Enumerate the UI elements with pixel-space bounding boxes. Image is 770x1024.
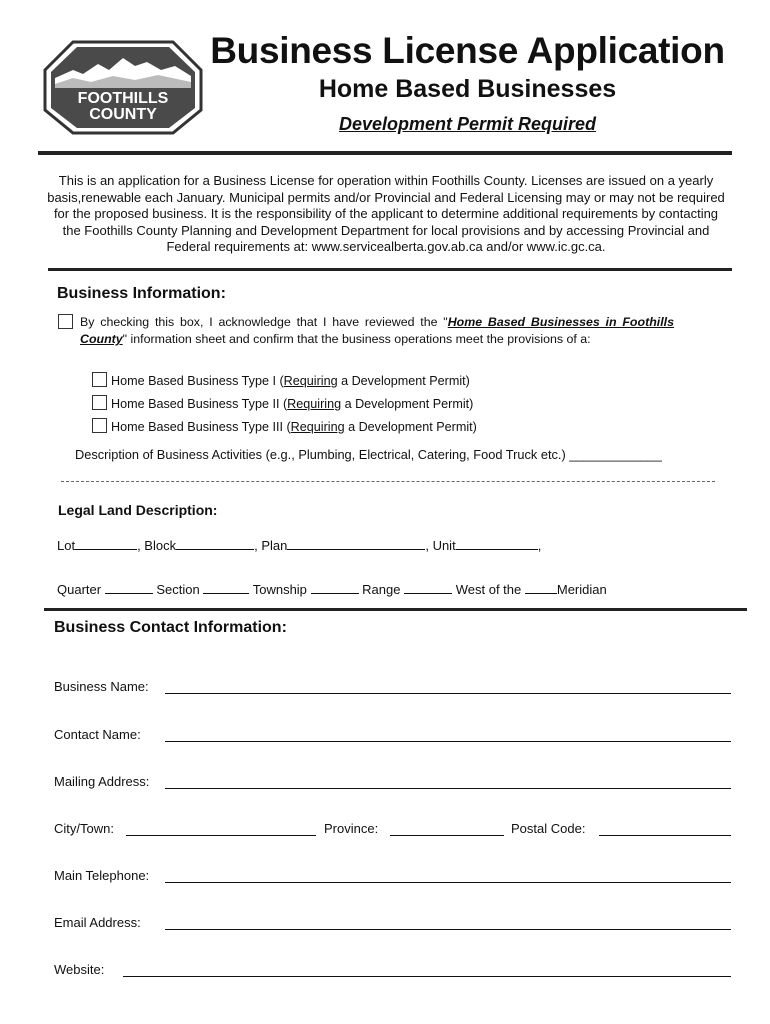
- business-type-2-option[interactable]: Home Based Business Type II (Requiring a Development Permit): [92, 395, 473, 413]
- quarter-field[interactable]: [105, 582, 153, 594]
- business-description-field[interactable]: Description of Business Activities (e.g., Plumbing, Electrical, Catering, Food Truck etc.) _____________: [75, 447, 662, 462]
- intro-paragraph: This is an application for a Business License for operation within Foothills County. Licenses are issued on a yearly basis,renewable each January. Municipal permits and/or Provincial and Federal Licensing may or may not be required for the proposed business. It is the responsibility of the applicant to determine additional requirements by contacting the Foothills County Planning and Development Department for local provisions and by accessing Provincial and Federal requirements at: www.servicealberta.gov.ab.ca and/or www.ic.gc.ca.: [47, 173, 725, 255]
- main-telephone-field[interactable]: [165, 882, 731, 883]
- permit-note: Development Permit Required: [338, 114, 597, 134]
- business-name-label: Business Name:: [54, 679, 149, 694]
- business-type-1-option[interactable]: Home Based Business Type I (Requiring a Development Permit): [92, 372, 470, 390]
- foothills-county-logo: [43, 40, 203, 135]
- page-title: Business License Application: [210, 30, 725, 71]
- range-field[interactable]: [404, 582, 452, 594]
- city-town-label: City/Town:: [54, 821, 114, 836]
- website-label: Website:: [54, 962, 105, 977]
- postal-code-label: Postal Code:: [511, 821, 586, 836]
- logo-text-foothills: FOOTHILLS: [77, 90, 169, 107]
- township-field[interactable]: [311, 582, 359, 594]
- block-field[interactable]: [176, 538, 254, 550]
- main-telephone-label: Main Telephone:: [54, 868, 150, 883]
- page-subtitle: Home Based Businesses: [318, 75, 617, 103]
- logo-text-county: COUNTY: [89, 106, 157, 123]
- divider: [48, 268, 732, 271]
- business-type-3-checkbox[interactable]: [92, 418, 107, 433]
- business-type-1-checkbox[interactable]: [92, 372, 107, 387]
- business-description-line[interactable]: [61, 481, 715, 482]
- unit-field[interactable]: [456, 538, 538, 550]
- contact-name-field[interactable]: [165, 741, 731, 742]
- city-town-field[interactable]: [126, 835, 316, 836]
- section-field[interactable]: [203, 582, 249, 594]
- business-info-heading: Business Information:: [57, 285, 226, 302]
- divider: [44, 608, 747, 611]
- land-line-lot-block: Lot , Block , Plan , Unit ,: [57, 538, 542, 553]
- contact-name-label: Contact Name:: [54, 727, 141, 742]
- land-line-quarter: Quarter Section Township Range West of the Meridian: [57, 582, 607, 597]
- divider: [38, 151, 732, 155]
- legal-land-heading: Legal Land Description:: [58, 502, 218, 518]
- acknowledge-text: By checking this box, I acknowledge that I have reviewed the "Home Based Businesses in Foothills County" information sheet and confirm that the business operations meet the provisions of a:: [80, 315, 674, 346]
- email-address-field[interactable]: [165, 929, 731, 930]
- meridian-field[interactable]: [525, 582, 557, 594]
- mailing-address-field[interactable]: [165, 788, 731, 789]
- business-name-field[interactable]: [165, 693, 731, 694]
- plan-field[interactable]: [287, 538, 425, 550]
- website-field[interactable]: [123, 976, 731, 977]
- province-label: Province:: [324, 821, 379, 836]
- postal-code-field[interactable]: [599, 835, 731, 836]
- mailing-address-label: Mailing Address:: [54, 774, 150, 789]
- business-type-3-option[interactable]: Home Based Business Type III (Requiring a Development Permit): [92, 418, 477, 436]
- province-field[interactable]: [390, 835, 504, 836]
- lot-field[interactable]: [75, 538, 137, 550]
- contact-info-heading: Business Contact Information:: [54, 619, 287, 636]
- info-sheet-link[interactable]: Home Based Businesses in Foothills County: [80, 315, 674, 346]
- acknowledge-checkbox[interactable]: [58, 314, 73, 329]
- business-type-2-checkbox[interactable]: [92, 395, 107, 410]
- email-address-label: Email Address:: [54, 915, 141, 930]
